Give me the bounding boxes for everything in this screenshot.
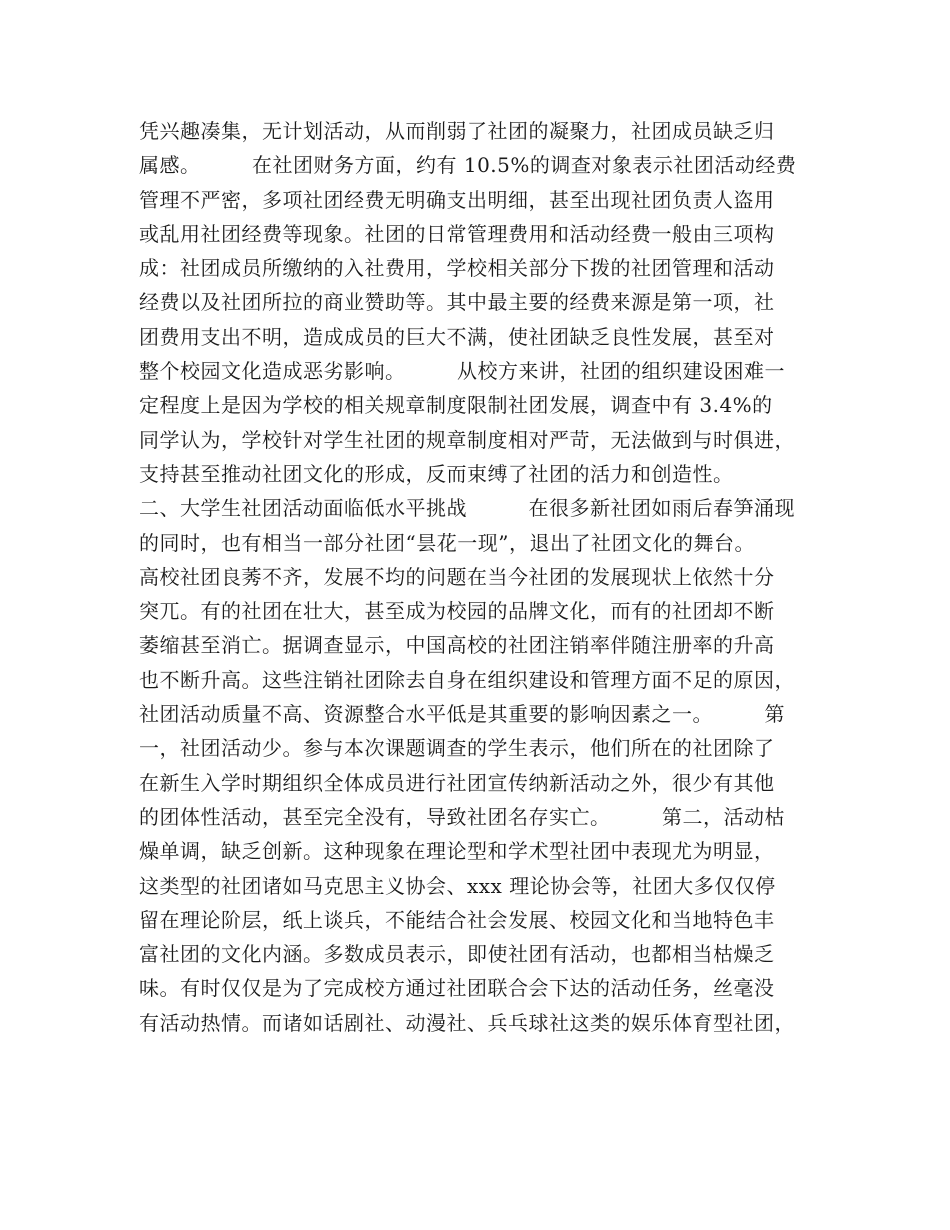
text-line: 经费以及社团所拉的商业赞助等。其中最主要的经费来源是第一项，社: [139, 290, 775, 315]
text-line: 或乱用社团经费等现象。社团的日常管理费用和活动经费一般由三项构: [139, 221, 775, 246]
text-line: 味。有时仅仅是为了完成校方通过社团联合会下达的活动任务，丝毫没: [139, 976, 775, 1001]
text-line: 团费用支出不明，造成成员的巨大不满，使社团缺乏良性发展，甚至对: [139, 324, 775, 349]
text-line: 有活动热情。而诸如话剧社、动漫社、兵乓球社这类的娱乐体育型社团，: [139, 1010, 795, 1035]
text-line: 燥单调，缺乏创新。这种现象在理论型和学术型社团中表现尤为明显，: [139, 839, 775, 864]
text-line: 萎缩甚至消亡。据调查显示，中国高校的社团注销率伴随注册率的升高: [139, 633, 775, 658]
text-line: 高校社团良莠不齐，发展不均的问题在当今社团的发展现状上依然十分: [139, 564, 775, 589]
text-line: 也不断升高。这些注销社团除去自身在组织建设和管理方面不足的原因，: [139, 667, 795, 692]
text-line: 社团活动质量不高、资源整合水平低是其重要的影响因素之一。 第: [139, 702, 785, 727]
text-line: 二、大学生社团活动面临低水平挑战 在很多新社团如雨后春笋涌现: [139, 496, 795, 521]
text-line: 在新生入学时期组织全体成员进行社团宣传纳新活动之外，很少有其他: [139, 770, 775, 795]
text-line: 属感。 在社团财务方面，约有 10.5%的调查对象表示社团活动经费: [139, 153, 797, 178]
text-line: 留在理论阶层，纸上谈兵，不能结合社会发展、校园文化和当地特色丰: [139, 907, 775, 932]
text-line: 的团体性活动，甚至完全没有，导致社团名存实亡。 第二，活动枯: [139, 804, 785, 829]
text-line: 支持甚至推动社团文化的形成，反而束缚了社团的活力和创造性。: [139, 461, 734, 486]
text-line: 这类型的社团诸如马克思主义协会、xxx 理论协会等，社团大多仅仅停: [139, 873, 776, 898]
text-line: 管理不严密，多项社团经费无明确支出明细，甚至出现社团负责人盗用: [139, 187, 775, 212]
text-line: 凭兴趣凑集，无计划活动，从而削弱了社团的凝聚力，社团成员缺乏归: [139, 119, 775, 143]
text-line: 一，社团活动少。参与本次课题调查的学生表示，他们所在的社团除了: [139, 736, 775, 761]
text-line: 成：社团成员所缴纳的入社费用，学校相关部分下拨的社团管理和活动: [139, 256, 775, 281]
text-line: 定程度上是因为学校的相关规章制度限制社团发展，调查中有 3.4%的: [139, 393, 773, 418]
body-text: [139, 114, 819, 1040]
text-line: 富社团的文化内涵。多数成员表示，即使社团有活动，也都相当枯燥乏: [139, 942, 775, 967]
text-line: 的同时，也有相当一部分社团“昙花一现”，退出了社团文化的舞台。: [139, 530, 755, 555]
text-line: 整个校园文化造成恶劣影响。 从校方来讲，社团的组织建设困难一: [139, 359, 785, 384]
text-line: 同学认为，学校针对学生社团的规章制度相对严苛，无法做到与时俱进，: [139, 427, 795, 452]
text-line: 突兀。有的社团在壮大，甚至成为校园的品牌文化，而有的社团却不断: [139, 599, 775, 624]
